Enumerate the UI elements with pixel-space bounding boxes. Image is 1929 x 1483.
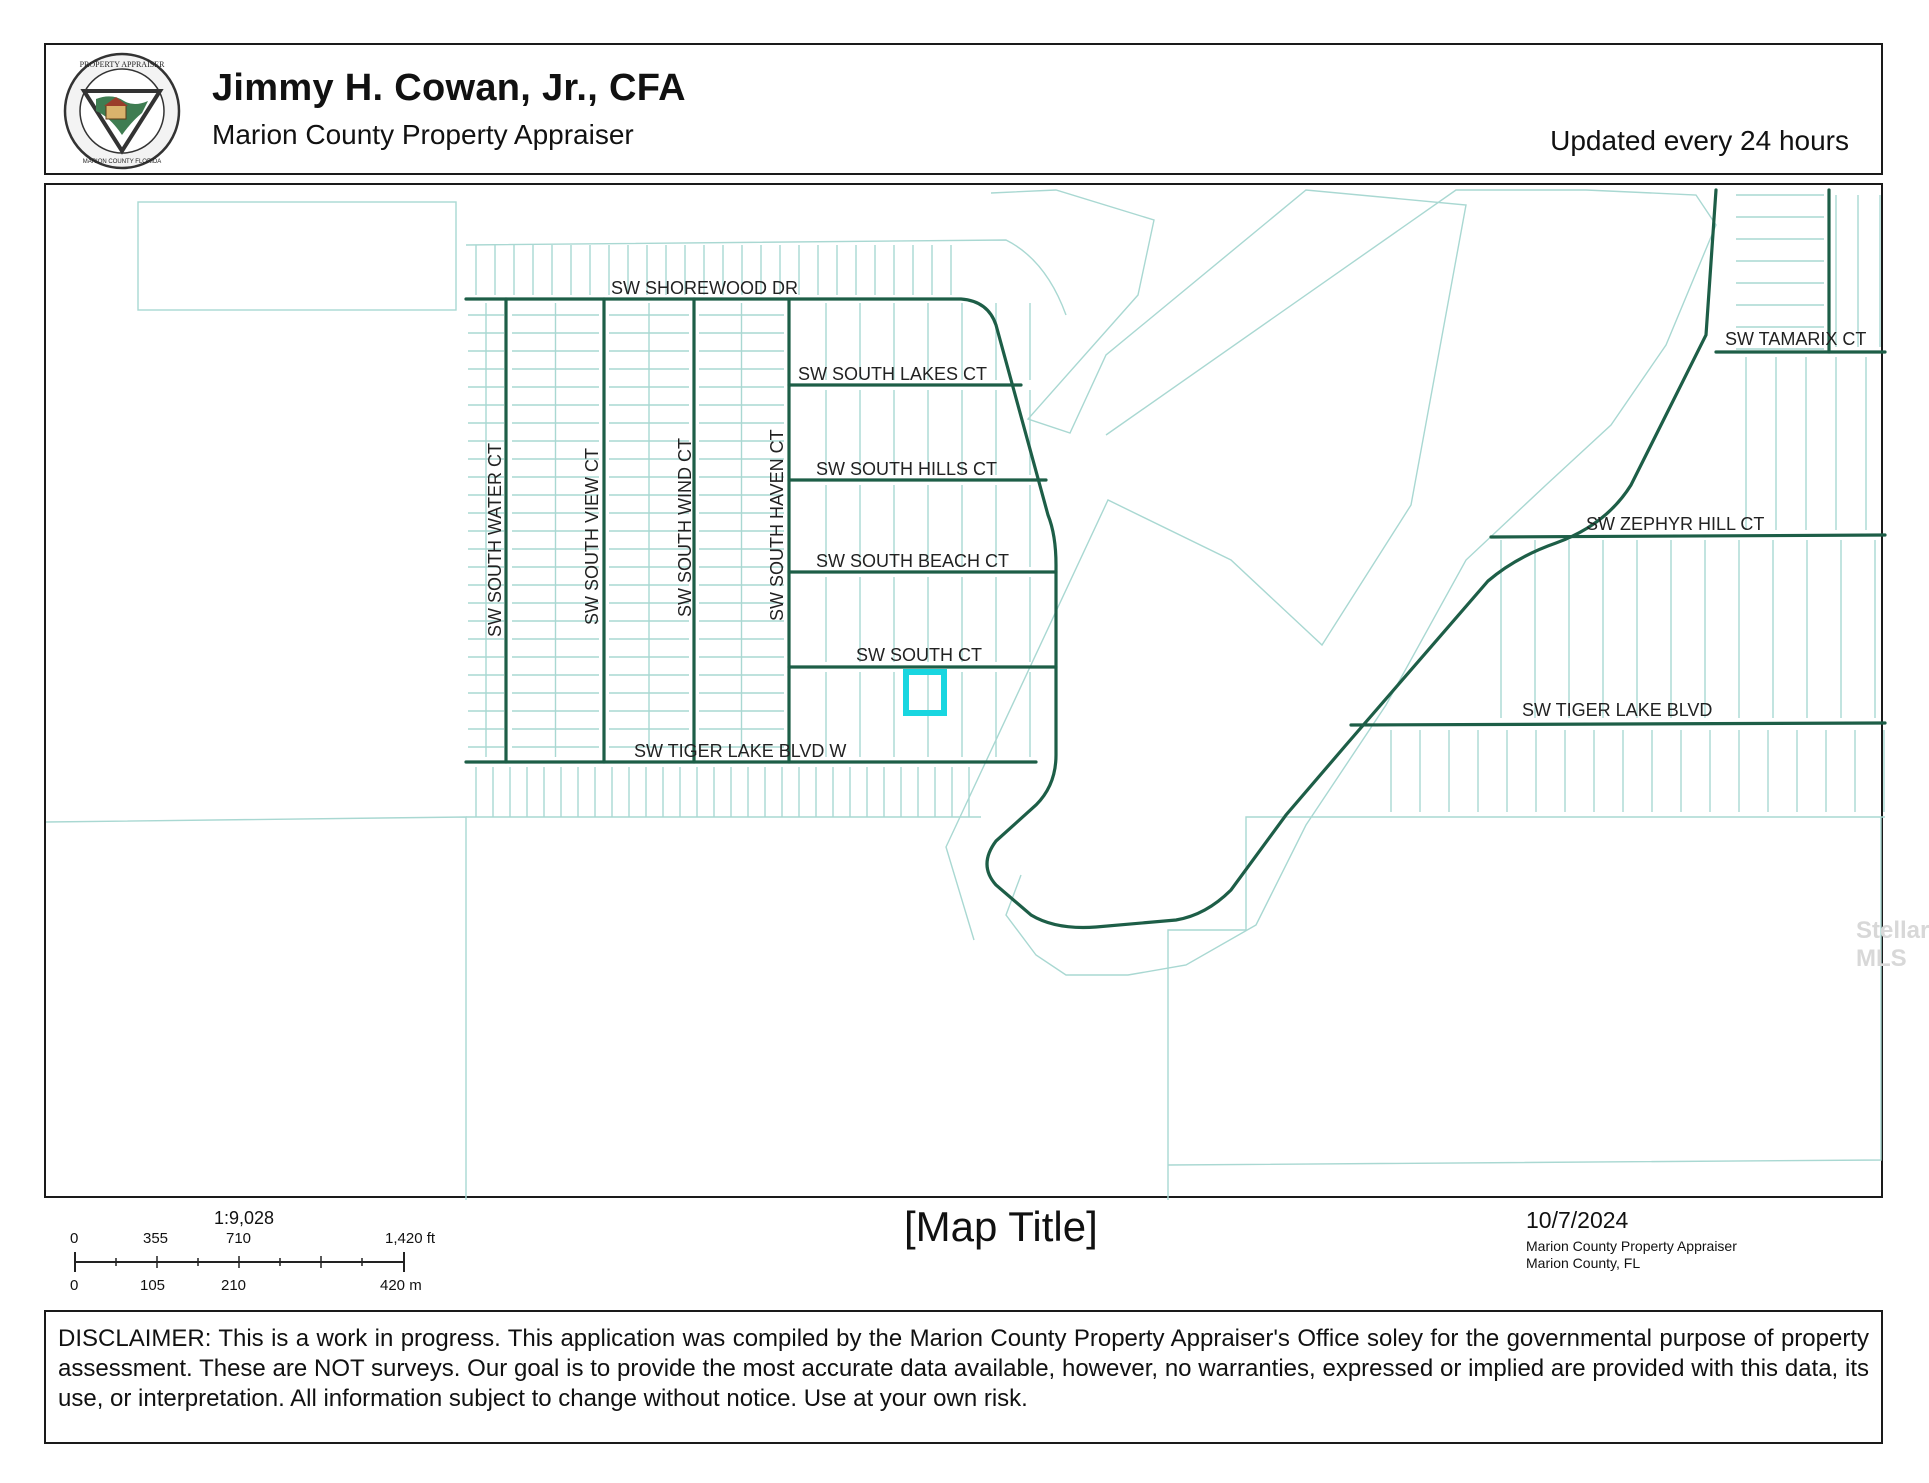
scale-m-tick-3: 420 m <box>380 1277 422 1294</box>
street-label-tiger-lake-w: SW TIGER LAKE BLVD W <box>634 741 847 761</box>
scale-ratio: 1:9,028 <box>214 1208 275 1228</box>
street-label-south-lakes: SW SOUTH LAKES CT <box>798 364 988 384</box>
street-labels <box>485 278 1866 761</box>
street-label-south-beach: SW SOUTH BEACH CT <box>816 551 1010 571</box>
update-note: Updated every 24 hours <box>1550 125 1849 156</box>
parcel-lines <box>46 190 1885 1200</box>
scale-ft-tick-1: 355 <box>143 1230 169 1247</box>
street-label-tamarix: SW TAMARIX CT <box>1725 329 1867 349</box>
scale-ft-tick-0: 0 <box>70 1230 79 1247</box>
map-credit-location: Marion County, FL <box>1526 1255 1641 1271</box>
street-label-south-view: SW SOUTH VIEW CT <box>582 448 602 625</box>
watermark-text: Stellar MLS <box>1856 917 1929 972</box>
map-canvas[interactable] <box>46 185 1885 1200</box>
disclaimer-panel <box>44 1310 1883 1444</box>
map-credit-office: Marion County Property Appraiser <box>1526 1238 1737 1254</box>
street-label-south-wind: SW SOUTH WIND CT <box>675 438 695 617</box>
parcel-map[interactable] <box>44 183 1929 1198</box>
scale-bar-graphic <box>70 1250 410 1274</box>
scale-ft-tick-2: 710 <box>226 1230 252 1247</box>
map-date: 10/7/2024 <box>1526 1207 1629 1233</box>
office-name: Marion County Property Appraiser <box>212 119 634 150</box>
street-label-south-hills: SW SOUTH HILLS CT <box>816 459 998 479</box>
scale-m-tick-1: 105 <box>140 1277 166 1294</box>
street-label-south-water: SW SOUTH WATER CT <box>485 443 505 637</box>
selected-parcel-highlight[interactable] <box>906 672 944 713</box>
property-appraiser-seal-logo <box>62 51 182 171</box>
street-label-tiger-lake: SW TIGER LAKE BLVD <box>1522 700 1713 720</box>
disclaimer-text: DISCLAIMER: This is a work in progress. This application was compiled by the Marion County Property Appraiser's Office soley for the governmental purpose of property assessment. These are NOT surveys. Our goal is to provide the most accurate data available, however, no warranties, expressed or implied are provided with this data, its use, or interpretation. All information subject to change without notice. Use at your own risk. <box>58 1325 1869 1412</box>
street-label-shorewood: SW SHOREWOOD DR <box>611 278 798 298</box>
scale-m-tick-0: 0 <box>70 1277 79 1294</box>
appraiser-name: Jimmy H. Cowan, Jr., CFA <box>212 67 686 109</box>
scale-ft-tick-3: 1,420 ft <box>385 1230 436 1247</box>
street-label-zephyr-hill: SW ZEPHYR HILL CT <box>1586 514 1765 534</box>
svg-text:MARION COUNTY FLORIDA: MARION COUNTY FLORIDA <box>82 159 162 165</box>
map-title: [Map Title] <box>904 1203 1098 1250</box>
header-panel <box>44 43 1883 175</box>
svg-text:PROPERTY APPRAISER: PROPERTY APPRAISER <box>79 60 165 69</box>
scale-m-tick-2: 210 <box>221 1277 247 1294</box>
street-label-south-ct: SW SOUTH CT <box>856 645 982 665</box>
street-label-south-haven: SW SOUTH HAVEN CT <box>767 429 787 621</box>
